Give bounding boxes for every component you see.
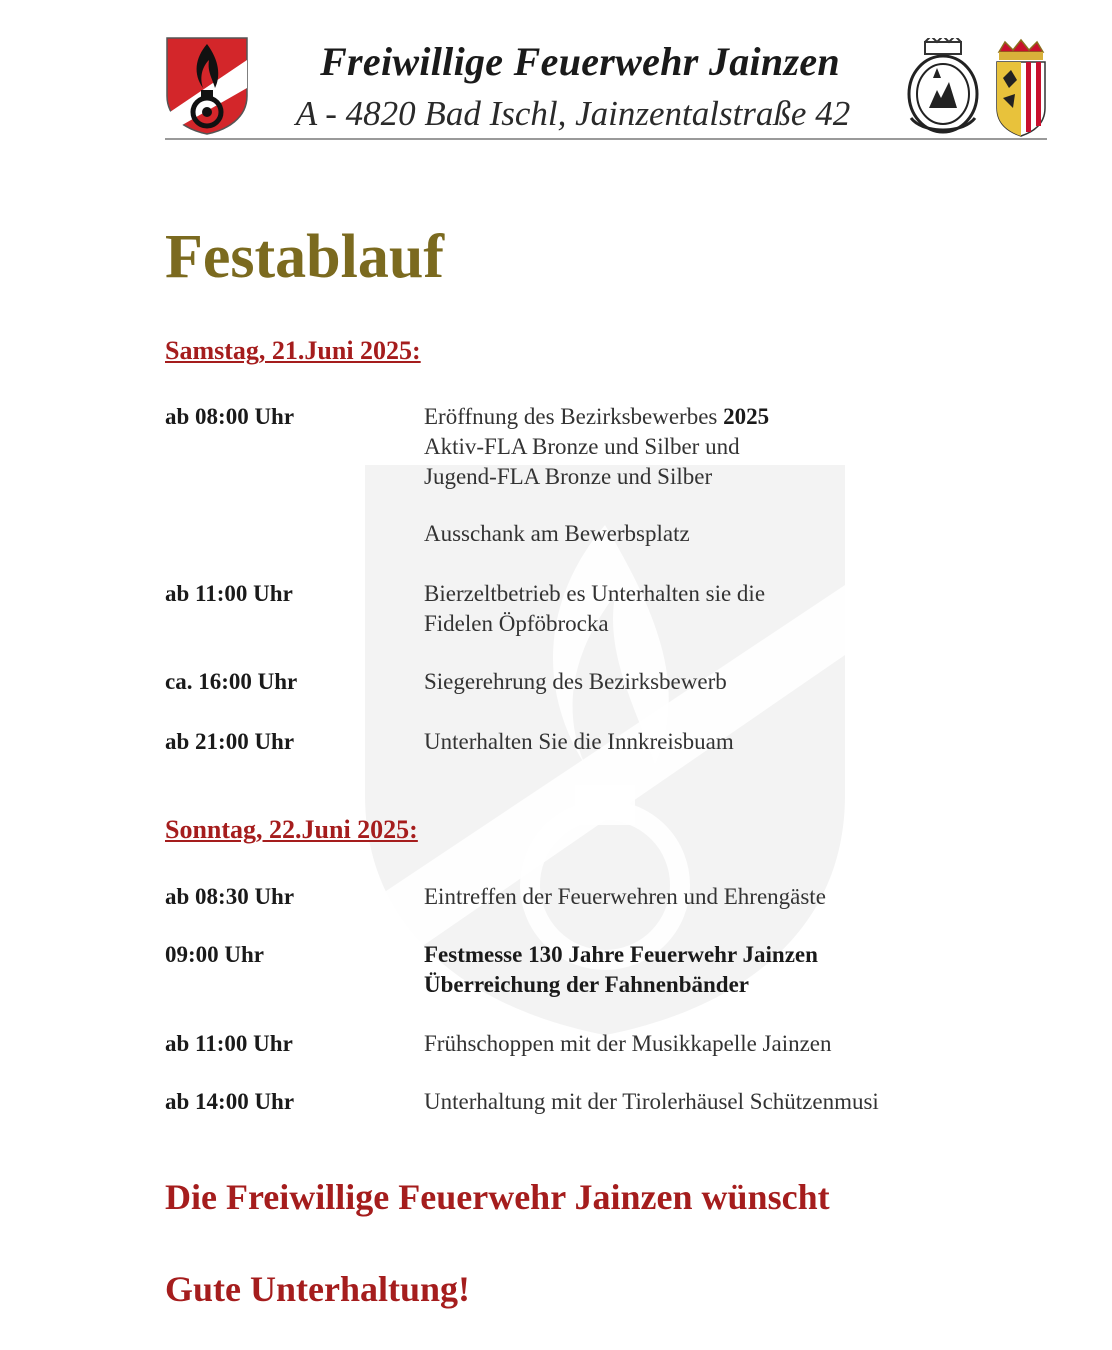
organization-address: A - 4820 Bad Ischl, Jainzentalstraße 42 — [295, 94, 851, 133]
fire-brigade-emblem-icon — [165, 36, 249, 136]
event-line: Unterhalten Sie die Innkreisbuam — [424, 729, 734, 754]
page-title: Festablauf — [165, 223, 444, 291]
event-line: Überreichung der Fahnenbänder — [424, 972, 750, 997]
event-line: Eintreffen der Feuerwehren und Ehrengäste — [424, 884, 826, 909]
event-description — [424, 1087, 984, 1117]
event-time: ab 08:00 Uhr — [165, 404, 295, 429]
event-line: Fidelen Öpföbrocka — [424, 611, 609, 636]
event-description — [424, 519, 984, 549]
event-time: ca. 16:00 Uhr — [165, 669, 298, 694]
event-line: Unterhaltung mit der Tirolerhäusel Schützenmusi — [424, 1089, 879, 1114]
event-description — [424, 1029, 984, 1059]
closing-line-1: Die Freiwillige Feuerwehr Jainzen wünscht — [165, 1177, 830, 1217]
event-time: ab 11:00 Uhr — [165, 1031, 293, 1056]
upper-austria-coat-of-arms-icon — [993, 38, 1049, 138]
event-time: ab 14:00 Uhr — [165, 1089, 295, 1114]
event-description — [424, 579, 984, 639]
organization-name: Freiwillige Feuerwehr Jainzen — [320, 39, 840, 84]
header-rule — [165, 138, 1047, 140]
event-line: Aktiv-FLA Bronze und Silber und — [424, 434, 740, 459]
event-description — [424, 667, 984, 697]
event-line: Eröffnung des Bezirksbewerbes 2025 — [424, 404, 770, 429]
event-line: Frühschoppen mit der Musikkapelle Jainzen — [424, 1031, 832, 1056]
closing-line-2: Gute Unterhaltung! — [165, 1269, 470, 1309]
event-line: Siegerehrung des Bezirksbewerb — [424, 669, 727, 694]
event-line: Jugend-FLA Bronze und Silber — [424, 464, 713, 489]
event-time: ab 08:30 Uhr — [165, 884, 295, 909]
event-time: ab 11:00 Uhr — [165, 581, 293, 606]
event-description — [424, 727, 984, 757]
event-time: 09:00 Uhr — [165, 942, 265, 967]
day-heading-saturday: Samstag, 21.Juni 2025: — [165, 336, 421, 365]
letterhead — [165, 34, 1047, 144]
event-description — [424, 940, 984, 1000]
event-line: Bierzeltbetrieb es Unterhalten sie die — [424, 581, 766, 606]
event-line: Festmesse 130 Jahre Feuerwehr Jainzen — [424, 942, 818, 967]
day-heading-sunday: Sonntag, 22.Juni 2025: — [165, 815, 418, 844]
event-line: Ausschank am Bewerbsplatz — [424, 521, 690, 546]
event-description — [424, 402, 984, 492]
event-description — [424, 882, 984, 912]
event-time: ab 21:00 Uhr — [165, 729, 295, 754]
bad-ischl-coat-of-arms-icon — [903, 38, 983, 138]
